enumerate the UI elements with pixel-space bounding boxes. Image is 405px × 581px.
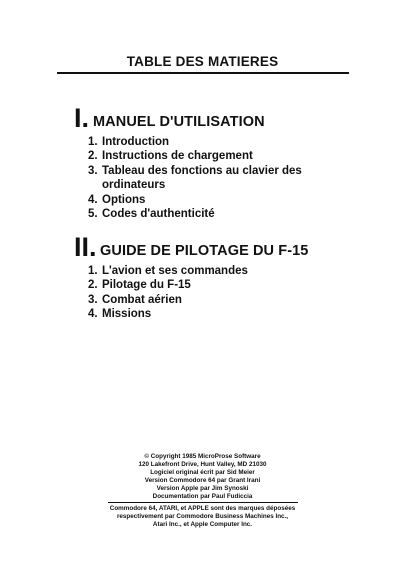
toc-item-introduction [88,135,342,149]
trademark-line: respectivement par Commodore Business Machines Inc., [116,513,289,521]
item-number: 2. [88,279,98,292]
section-numeral: I. [74,103,90,133]
item-number: 3. [88,164,98,177]
trademark-line: Atari Inc., et Apple Computer Inc. [152,521,253,529]
copyright-line: Version Apple par Jim Synoski [156,485,249,493]
copyright-block [0,453,405,502]
item-text: Instructions de chargement [102,150,253,163]
title-rule [57,72,349,74]
toc-item-options [88,193,342,207]
page-title: TABLE DES MATIERES [126,54,279,69]
copyright-line: Documentation par Paul Fudiccia [152,493,253,501]
trademark-notice [0,505,405,529]
item-number: 1. [88,136,98,148]
item-number: 1. [88,265,98,277]
toc-item-missions [88,307,342,321]
footer-rule [108,502,298,503]
trademark-line: Commodore 64, ATARI, et APPLE sont des marques déposées [109,505,296,512]
copyright-line: Logiciel original écrit par Sid Meier [150,469,255,477]
copyright-line: 120 Lakefront Drive, Hunt Valley, MD 21030 [138,461,267,469]
section-manual [74,104,342,221]
item-text: Missions [102,308,152,321]
section-item-list [88,135,342,221]
item-text: Tableau des fonctions au clavier des ordinateurs [102,164,302,192]
section-title: GUIDE DE PILOTAGE DU F-15 [100,243,309,259]
toc-item-air-combat [88,293,342,307]
copyright-line: © Copyright 1985 MicroProse Software [144,453,261,460]
item-number: 4. [88,193,98,206]
item-number: 4. [88,308,98,321]
toc-item-keyboard-table [88,164,342,193]
item-text: Introduction [102,136,170,148]
section-numeral: II. [74,232,97,262]
item-text: L'avion et ses commandes [102,265,248,277]
section-flight-guide [74,233,342,322]
toc-item-piloting [88,278,342,292]
item-text: Codes d'authenticité [102,208,215,221]
section-heading [74,233,342,261]
item-number: 5. [88,208,98,221]
section-heading [74,104,342,132]
section-title: MANUEL D'UTILISATION [93,114,265,130]
copyright-line: Version Commodore 64 par Grant Irani [144,477,261,485]
toc-item-instructions [88,149,342,163]
item-number: 3. [88,293,98,306]
item-text: Pilotage du F-15 [102,279,191,292]
item-text: Options [102,193,146,206]
toc-item-auth-codes [88,207,342,221]
item-text: Combat aérien [102,293,182,306]
item-number: 2. [88,150,98,163]
toc-item-aircraft-controls [88,264,342,278]
section-item-list [88,264,342,322]
